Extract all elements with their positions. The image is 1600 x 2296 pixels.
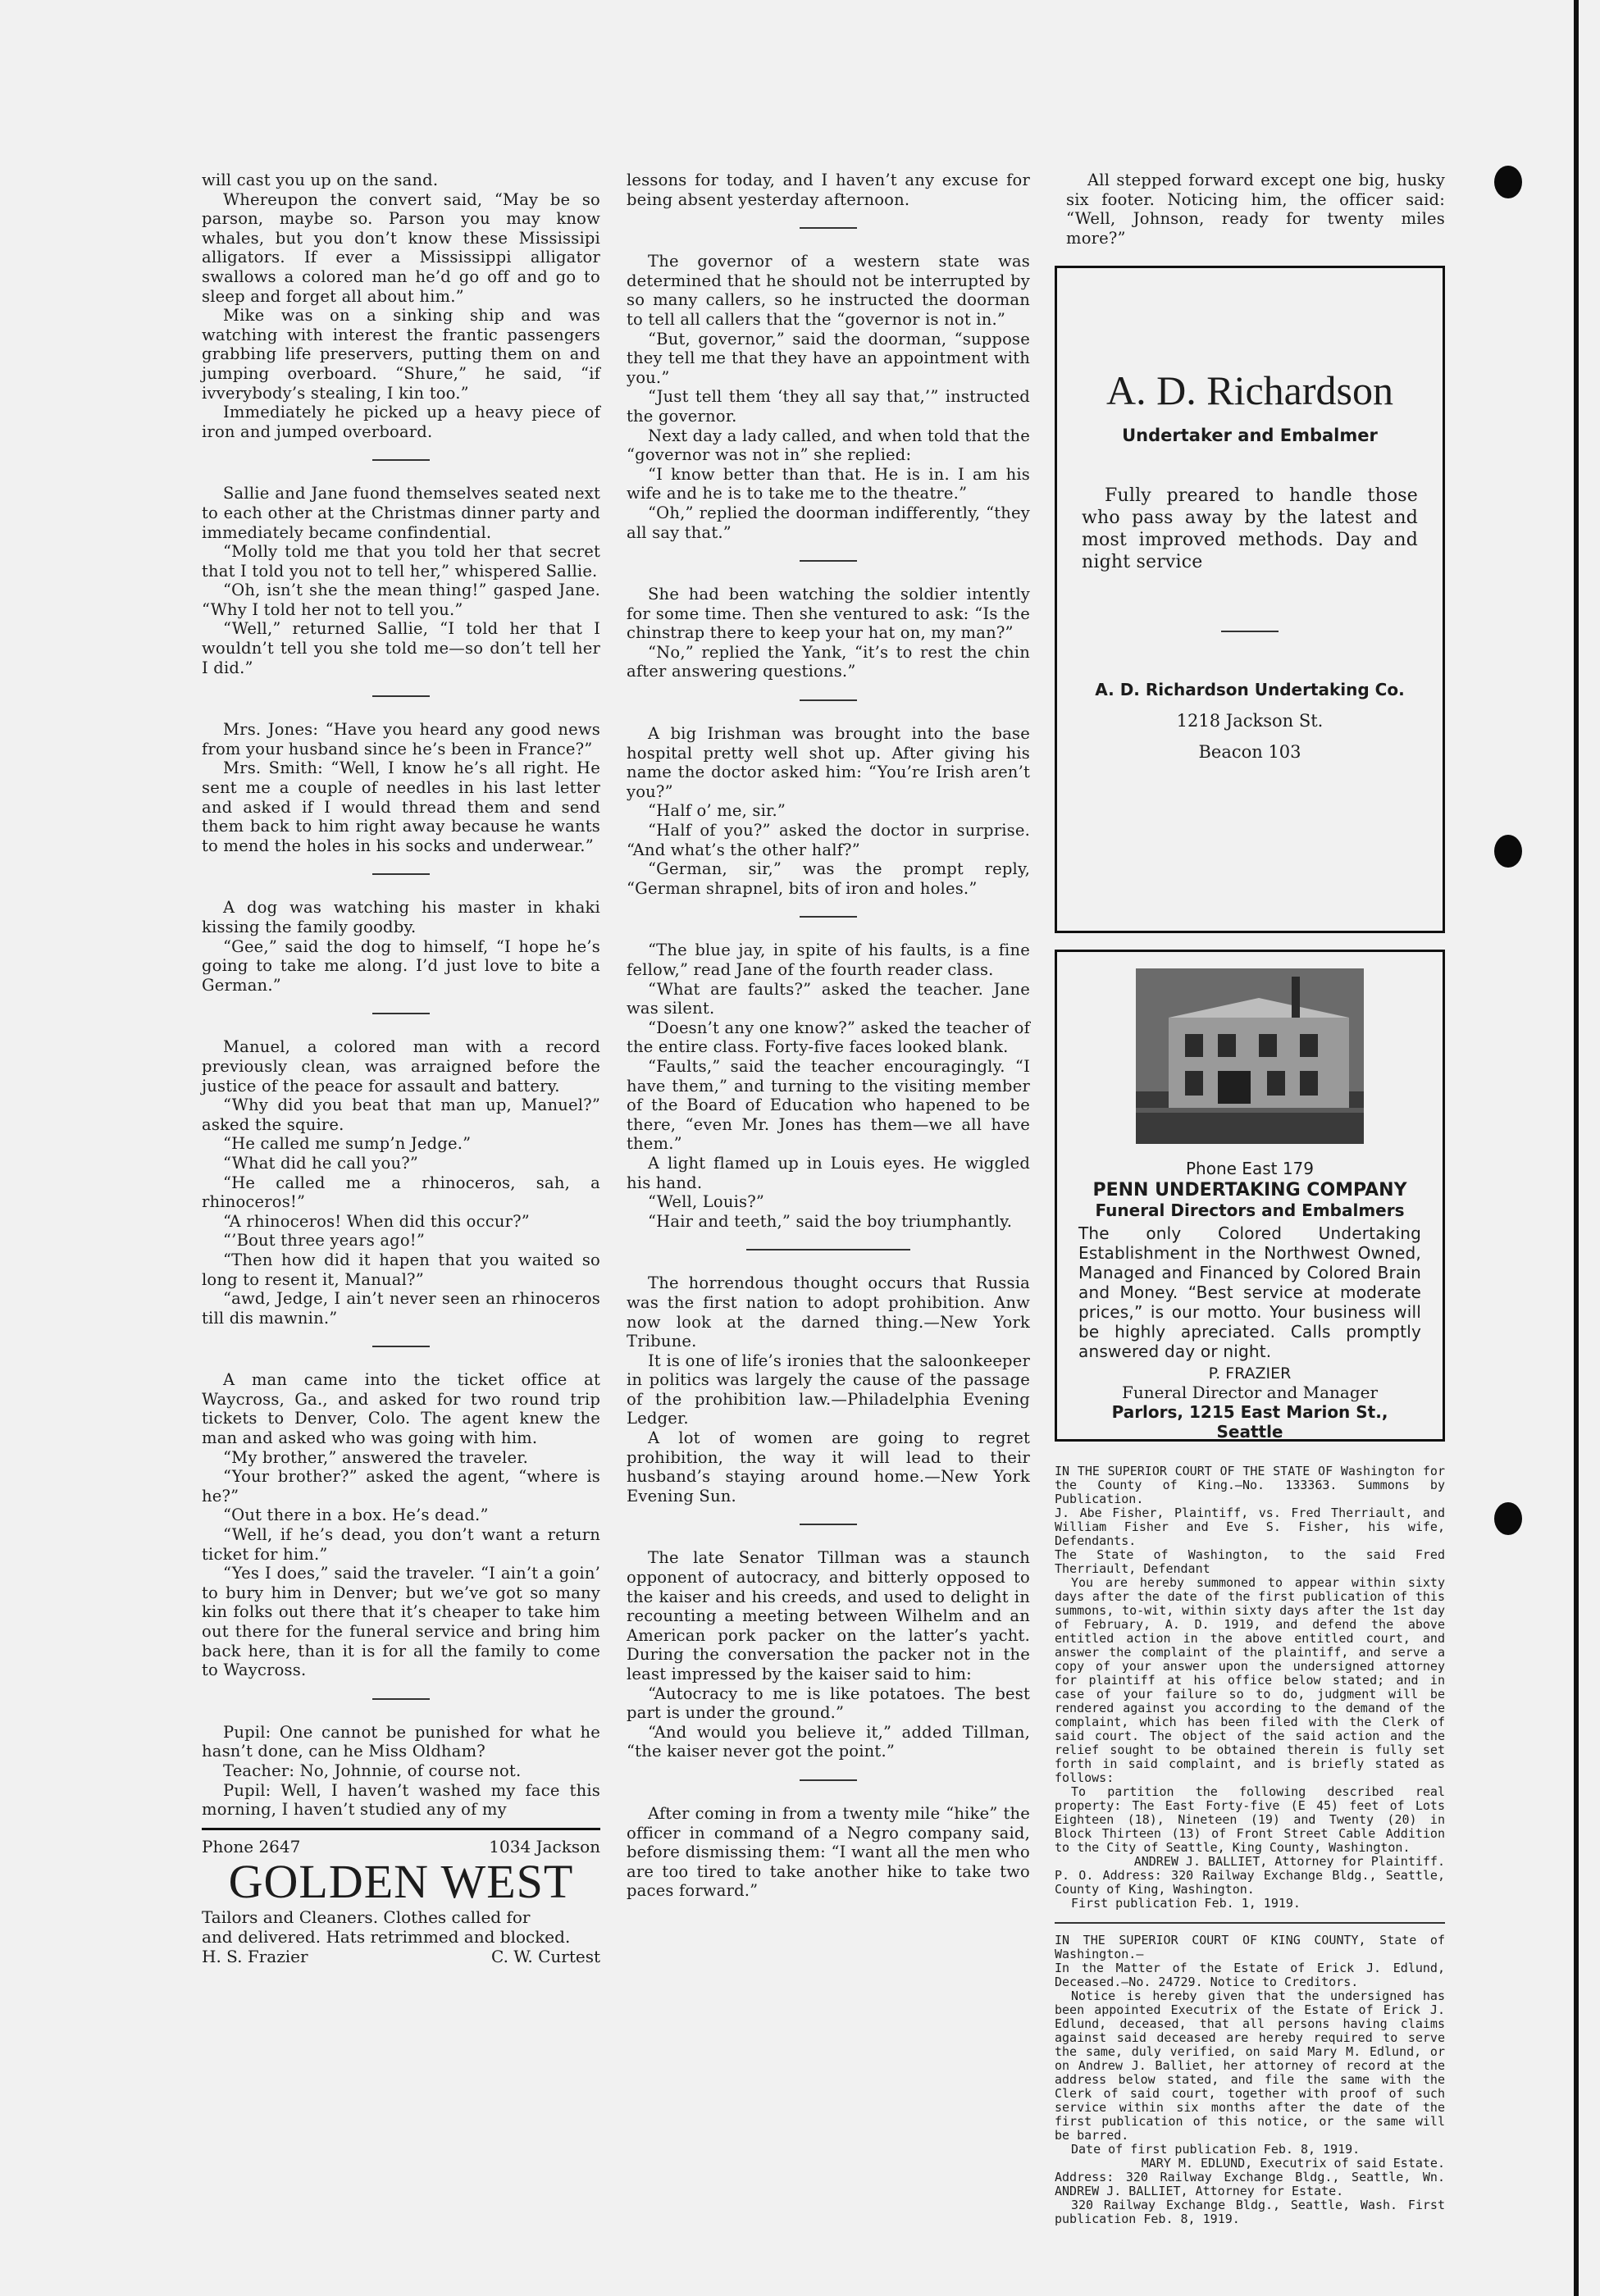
ad-street: 1218 Jackson St.	[1176, 711, 1324, 731]
paragraph: The horrendous thought occurs that Russia was the first nation to adopt prohibition. Anw now look at the darned thing.—New York Tribune.	[627, 1273, 1030, 1351]
separator-rule	[800, 227, 857, 229]
paragraph: “Why did you beat that man up, Manuel?” asked the squire.	[202, 1096, 600, 1134]
paragraph: “What are faults?” asked the teacher. Jane was silent.	[627, 979, 1030, 1018]
richardson-ad	[1055, 266, 1445, 933]
paragraph: “Faults,” said the teacher encouragingly. “I have them,” and turning to the visiting member of the Board of Education who hapened to be there, “even Mr. Jones has them—we all have them.”	[627, 1056, 1030, 1154]
binding-hole-bottom	[1494, 1502, 1522, 1535]
paragraph: The late Senator Tillman was a staunch opponent of autocracy, and bitterly opposed to the kaiser and his creeds, and used to delight in recounting a meeting between Wilhelm and an American pork packer on the latter’s yacht. During the conversation the packer not in the least impressed by the kaiser said to him:	[627, 1548, 1030, 1683]
separator-rule	[372, 873, 430, 875]
legal-line: In the Matter of the Estate of Erick J. Edlund, Deceased.—No. 24729. Notice to Creditors.	[1055, 1961, 1445, 1990]
legal-line: To partition the following described real property: The East Forty-five (E 45) feet of Lots Eighteen (18), Nineteen (19) and Twenty (20) in Block Thirteen (13) of Front Street Cable Addition to the City of Seattle, King County, Washington.	[1055, 1784, 1445, 1856]
column-1	[202, 171, 600, 1966]
separator-rule	[372, 695, 430, 697]
ad-phone: Phone East 179	[1186, 1159, 1314, 1179]
paragraph: “Yes I does,” said the traveler. “I ain’t a goin’ to bury him in Denver; but we’ve got so many kin folks out there that it’s cheaper to take him out there for the funeral service and bring him back here, than it is for all the family to come to Waycross.	[202, 1564, 600, 1680]
separator-rule	[800, 1779, 857, 1781]
paragraph: “The blue jay, in spite of his faults, is a fine fellow,” read Jane of the fourth reader class.	[627, 941, 1030, 979]
paragraph: “Your brother?” asked the agent, “where is he?”	[202, 1467, 600, 1506]
paragraph: Mrs. Smith: “Well, I know he’s all right. He sent me a couple of needles in his last letter and asked if I would thread them and send them back to him right away because he wants to mend the holes in his socks and underwear.”	[202, 758, 600, 855]
paragraph: “My brother,” answered the traveler.	[223, 1447, 528, 1467]
paragraph: “Autocracy to me is like potatoes. The best part is under the ground.”	[627, 1683, 1030, 1723]
paragraph: Next day a lady called, and when told that the “governor was not in” she replied:	[627, 426, 1030, 465]
paragraph: Mrs. Jones: “Have you heard any good news from your husband since he’s been in France?”	[202, 720, 600, 758]
separator-rule	[746, 1249, 910, 1250]
paragraph: “Gee,” said the dog to himself, “I hope he’s going to take me along. I’d just love to bite a German.”	[202, 936, 600, 995]
paragraph: “Then how did it hapen that you waited so long to resent it, Manual?”	[202, 1250, 600, 1289]
ad-parlors: Parlors, 1215 East Marion St., Seattle	[1111, 1402, 1388, 1442]
paragraph: “Well, Louis?”	[648, 1192, 765, 1212]
paragraph: Pupil: One cannot be punished for what he hasn’t done, can he Miss Oldham?	[202, 1722, 600, 1761]
separator-rule	[800, 560, 857, 562]
building-photo	[1136, 968, 1364, 1144]
legal-line: 320 Railway Exchange Bldg., Seattle, Wash. First publication Feb. 8, 1919.	[1055, 2198, 1445, 2227]
paragraph: A light flamed up in Louis eyes. He wiggled his hand.	[627, 1153, 1030, 1192]
paragraph: She had been watching the soldier intently for some time. Then she ventured to ask: “Is the chinstrap there to keep your hat on, my man?”	[627, 585, 1030, 643]
paragraph: “Well,” returned Sallie, “I told her that I wouldn’t tell you she told me—so don’t tell her I did.”	[202, 619, 600, 677]
paragraph: “What did he call you?”	[223, 1153, 419, 1173]
paragraph: “’Bout three years ago!”	[223, 1231, 425, 1250]
paragraph: “He called me a rhinoceros, sah, a rhinoceros!”	[202, 1173, 600, 1212]
legal-line: J. Abe Fisher, Plaintiff, vs. Fred Therriault, and William Fisher and Eve S. Fisher, his wife, Defendants.	[1055, 1506, 1445, 1549]
legal-signature: MARY M. EDLUND, Executrix of said Estate.	[1141, 2156, 1445, 2171]
penn-undertaking-ad	[1055, 950, 1445, 1442]
legal-divider	[1055, 1922, 1445, 1924]
paragraph: Sallie and Jane fuond themselves seated next to each other at the Christmas dinner party and immediately became confindential.	[202, 484, 600, 542]
legal-line: P. O. Address: 320 Railway Exchange Bldg., Seattle, County of King, Washington.	[1055, 1868, 1445, 1897]
ad-address: 1034 Jackson	[489, 1836, 600, 1856]
ad-subtitle: Funeral Directors and Embalmers	[1095, 1200, 1405, 1221]
legal-notice-creditors	[1055, 1934, 1445, 2226]
column-3	[1055, 171, 1445, 2226]
ad-divider	[1221, 631, 1279, 632]
paragraph: It is one of life’s ironies that the saloonkeeper in politics was largely the cause of the passage of the prohibition law.—Philadelphia Evening Ledger.	[627, 1351, 1030, 1428]
paragraph: “Just tell them ‘they all say that,’” instructed the governor.	[627, 387, 1030, 426]
ad-person-title: Funeral Director and Manager	[1121, 1383, 1379, 1403]
paragraph: “Doesn’t any one know?” asked the teacher of the entire class. Forty-five faces looked blank.	[627, 1018, 1030, 1057]
ad-line: Tailors and Cleaners. Clothes called for	[202, 1906, 531, 1927]
ad-person: P. FRAZIER	[1208, 1364, 1292, 1383]
legal-line: Date of first publication Feb. 8, 1919.	[1071, 2142, 1361, 2157]
paragraph: “Half o’ me, sir.”	[648, 801, 786, 821]
right-page-edge	[1574, 0, 1579, 2296]
paragraph: will cast you up on the sand.	[202, 171, 439, 189]
paragraph: “Oh,” replied the doorman indifferently, “they all say that.”	[627, 503, 1030, 542]
ad-body: Fully preared to handle those who pass away by the latest and most improved methods. Day and night service	[1082, 485, 1418, 573]
legal-line: Address: 320 Railway Exchange Bldg., Seattle, Wn. ANDREW J. BALLIET, Attorney for Estate.	[1055, 2170, 1445, 2199]
separator-rule	[372, 1346, 430, 1347]
ad-proprietor: C. W. Curtest	[491, 1946, 600, 1966]
ad-business-name: A. D. Richardson	[1106, 367, 1393, 414]
ad-business-name: GOLDEN WEST	[228, 1854, 574, 1908]
binding-hole-middle	[1494, 835, 1522, 868]
paragraph: lessons for today, and I haven’t any excuse for being absent yesterday afternoon.	[627, 171, 1030, 209]
paragraph: A lot of women are going to regret prohibition, the way it will lead to their husband’s staying around home.—New York Evening Sun.	[627, 1428, 1030, 1506]
ad-subtitle: Undertaker and Embalmer	[1122, 426, 1378, 446]
paragraph: A big Irishman was brought into the base hospital pretty well shot up. After giving his name the doctor asked him: “You’re Irish aren’t you?”	[627, 724, 1030, 801]
paragraph: After coming in from a twenty mile “hike” the officer in command of a Negro company said, before dismissing them: “I want all the men who are too tired to take another hike to take two paces forward.”	[627, 1803, 1030, 1901]
paragraph: All stepped forward except one big, husky six footer. Noticing him, the officer said: “Well, Johnson, ready for twenty miles more?”	[1066, 171, 1445, 248]
paragraph: The governor of a western state was determined that he should not be interrupted by so many callers, so he instructed the doorman to tell all callers that the “governor is not in.”	[627, 252, 1030, 329]
paragraph: “And would you believe it,” added Tillman, “the kaiser never got the point.”	[627, 1722, 1030, 1761]
paragraph: “Hair and teeth,” said the boy triumphantly.	[648, 1211, 1013, 1231]
ad-line: and delivered. Hats retrimmed and blocked.	[202, 1926, 571, 1947]
golden-west-ad	[202, 1828, 600, 1966]
separator-rule	[800, 1524, 857, 1525]
separator-rule	[372, 1013, 430, 1014]
ad-body: The only Colored Undertaking Establishment in the Northwest Owned, Managed and Financed by Colored Brain and Money. “Best service at moderate prices,” is our motto. Your business will be highly apreciated. Calls promptly answered day or night.	[1078, 1223, 1421, 1362]
paragraph: “No,” replied the Yank, “it’s to rest the chin after answering questions.”	[627, 642, 1030, 681]
separator-rule	[800, 916, 857, 918]
paragraph: “Half of you?” asked the doctor in surprise. “And what’s the other half?”	[627, 821, 1030, 859]
legal-line: IN THE SUPERIOR COURT OF KING COUNTY, State of Washington.—	[1055, 1933, 1445, 1962]
paragraph: “He called me sump’n Jedge.”	[223, 1134, 472, 1154]
binding-hole-top	[1494, 166, 1522, 198]
legal-notice-summons	[1055, 1465, 1445, 1911]
paragraph: “Well, if he’s dead, you don’t want a return ticket for him.”	[202, 1525, 600, 1564]
column-2	[627, 171, 1030, 1901]
ad-phone: Beacon 103	[1198, 742, 1301, 763]
paragraph: Mike was on a sinking ship and was watching with interest the frantic passengers grabbing life preservers, putting them on and jumping overboard. “Shure,” he said, “if ivverybody’s stealing, I kin too.”	[202, 306, 600, 403]
paragraph: “But, governor,” said the doorman, “suppose they tell me that they have an appointment with you.”	[627, 329, 1030, 387]
paragraph: Teacher: No, Johnnie, of course not.	[223, 1761, 522, 1780]
ad-proprietor: H. S. Frazier	[202, 1946, 308, 1966]
paragraph: Immediately he picked up a heavy piece of iron and jumped overboard.	[202, 403, 600, 441]
paragraph: Whereupon the convert said, “May be so parson, maybe so. Parson you may know whales, but you don’t know these Mississipi alligators. If ever a Mississippi alligator swallows a colored man he’d go off and go to sleep and forget all about him.”	[202, 189, 600, 306]
separator-rule	[800, 699, 857, 701]
paragraph: Pupil: Well, I haven’t washed my face this morning, I haven’t studied any of my	[202, 1780, 600, 1820]
paragraph: “A rhinoceros! When did this occur?”	[223, 1211, 530, 1231]
separator-rule	[372, 1698, 430, 1700]
paragraph: “Out there in a box. He’s dead.”	[223, 1506, 489, 1525]
paragraph: “Oh, isn’t she the mean thing!” gasped Jane. “Why I told her not to tell you.”	[202, 581, 600, 619]
ad-business-name: PENN UNDERTAKING COMPANY	[1092, 1180, 1407, 1201]
paragraph: “awd, Jedge, I ain’t never seen an rhinoceros till dis mawnin.”	[202, 1289, 600, 1328]
paragraph: “I know better than that. He is in. I am his wife and he is to take me to the theatre.”	[627, 464, 1030, 503]
paragraph: “Molly told me that you told her that secret that I told you not to tell her,” whispered Sallie.	[202, 542, 600, 581]
legal-signature: ANDREW J. BALLIET, Attorney for Plaintiff.	[1133, 1854, 1445, 1870]
paragraph: “German, sir,” was the prompt reply, “German shrapnel, bits of iron and holes.”	[627, 859, 1030, 898]
ad-company: A. D. Richardson Undertaking Co.	[1095, 680, 1405, 700]
legal-line: The State of Washington, to the said Fred Therriault, Defendant	[1055, 1547, 1445, 1577]
paragraph: A man came into the ticket office at Waycross, Ga., and asked for two round trip tickets to Denver, Colo. The agent knew the man and asked who was going with him.	[202, 1370, 600, 1448]
legal-line: First publication Feb. 1, 1919.	[1071, 1896, 1301, 1911]
paragraph: A dog was watching his master in khaki kissing the family goodby.	[202, 898, 600, 936]
ad-phone: Phone 2647	[202, 1836, 301, 1856]
legal-line: Notice is hereby given that the undersigned has been appointed Executrix of the Estate of Erick J. Edlund, deceased, that all persons having claims against said deceased are hereby required to serve the same, duly verified, on said Mary M. Edlund, or on Andrew J. Balliet, her attorney of record at the address below stated, and file the same with the Clerk of said court, together with proof of such service within six months after the date of the first publication of this notice, or the same will be barred.	[1055, 1988, 1445, 2143]
paragraph: Manuel, a colored man with a record previously clean, was arraigned before the justice of the peace for assault and battery.	[202, 1037, 600, 1096]
legal-line: IN THE SUPERIOR COURT OF THE STATE OF Washington for the County of King.—No. 133363. Summons by Publication.	[1055, 1464, 1445, 1507]
separator-rule	[372, 459, 430, 461]
legal-line: You are hereby summoned to appear within sixty days after the date of the first publication of this summons, to-wit, within sixty days after the 1st day of February, A. D. 1919, and defend the above entitled action in the above entitled court, and answer the complaint of the plaintiff, and serve a copy of your answer upon the undersigned attorney for plaintiff at his office below stated; and in case of your failure so to do, judgment will be rendered against you according to the demand of the complaint, which has been filed with the Clerk of said court. The object of the said action and the relief sought to be obtained therein is fully set forth in said complaint, and is briefly stated as follows:	[1055, 1575, 1445, 1786]
